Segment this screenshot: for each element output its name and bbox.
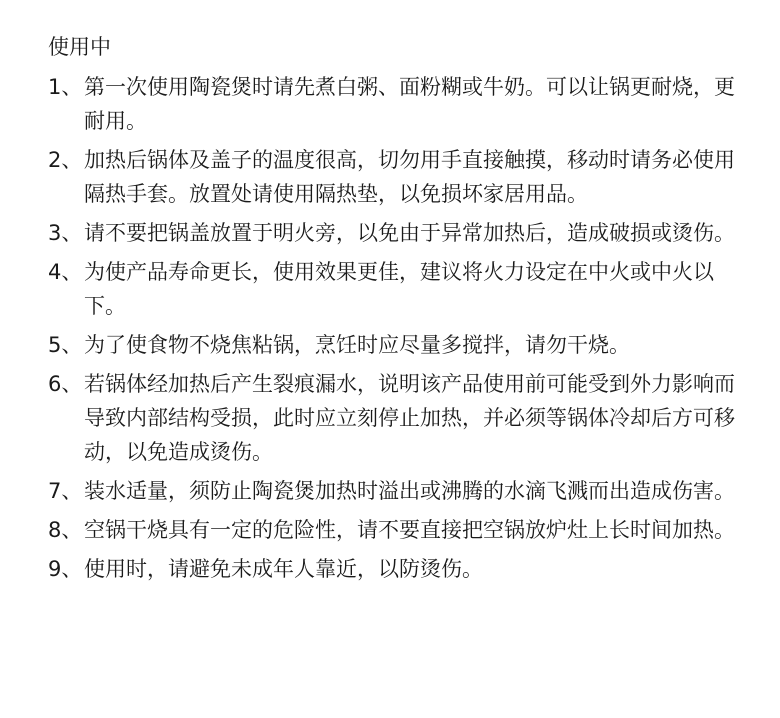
list-item <box>48 216 748 250</box>
list-item <box>48 70 748 138</box>
usage-instructions <box>48 30 748 591</box>
section-heading: 使用中 <box>48 35 111 59</box>
list-item <box>48 367 748 469</box>
item-number: 2、 <box>48 148 83 172</box>
item-text: 使用时，请避免未成年人靠近，以防烫伤。 <box>84 557 483 581</box>
item-text: 空锅干烧具有一定的危险性，请不要直接把空锅放炉灶上长时间加热。 <box>84 518 735 542</box>
list-item <box>48 474 748 508</box>
item-text: 装水适量，须防止陶瓷煲加热时溢出或沸腾的水滴飞溅而出造成伤害。 <box>84 479 735 503</box>
item-text: 第一次使用陶瓷煲时请先煮白粥、面粉糊或牛奶。可以让锅更耐烧，更耐用。 <box>84 75 735 133</box>
item-number: 3、 <box>48 221 83 245</box>
item-text: 请不要把锅盖放置于明火旁，以免由于异常加热后，造成破损或烫伤。 <box>84 221 735 245</box>
item-number: 9、 <box>48 557 83 581</box>
item-number: 4、 <box>48 260 83 284</box>
item-text: 加热后锅体及盖子的温度很高，切勿用手直接触摸，移动时请务必使用隔热手套。放置处请使用隔热垫，以免损坏家居用品。 <box>84 148 735 206</box>
list-item <box>48 513 748 547</box>
item-text: 为了使食物不烧焦粘锅，烹饪时应尽量多搅拌，请勿干烧。 <box>84 333 630 357</box>
item-number: 8、 <box>48 518 83 542</box>
item-text: 为使产品寿命更长，使用效果更佳，建议将火力设定在中火或中火以下。 <box>84 260 714 318</box>
item-number: 7、 <box>48 479 83 503</box>
item-number: 1、 <box>48 75 83 99</box>
list-item <box>48 328 748 362</box>
list-item <box>48 255 748 323</box>
item-text: 若锅体经加热后产生裂痕漏水，说明该产品使用前可能受到外力影响而导致内部结构受损，此时应立刻停止加热，并必须等锅体冷却后方可移动，以免造成烫伤。 <box>84 372 735 464</box>
item-number: 6、 <box>48 372 83 396</box>
list-item <box>48 143 748 211</box>
item-number: 5、 <box>48 333 83 357</box>
list-item <box>48 552 748 586</box>
